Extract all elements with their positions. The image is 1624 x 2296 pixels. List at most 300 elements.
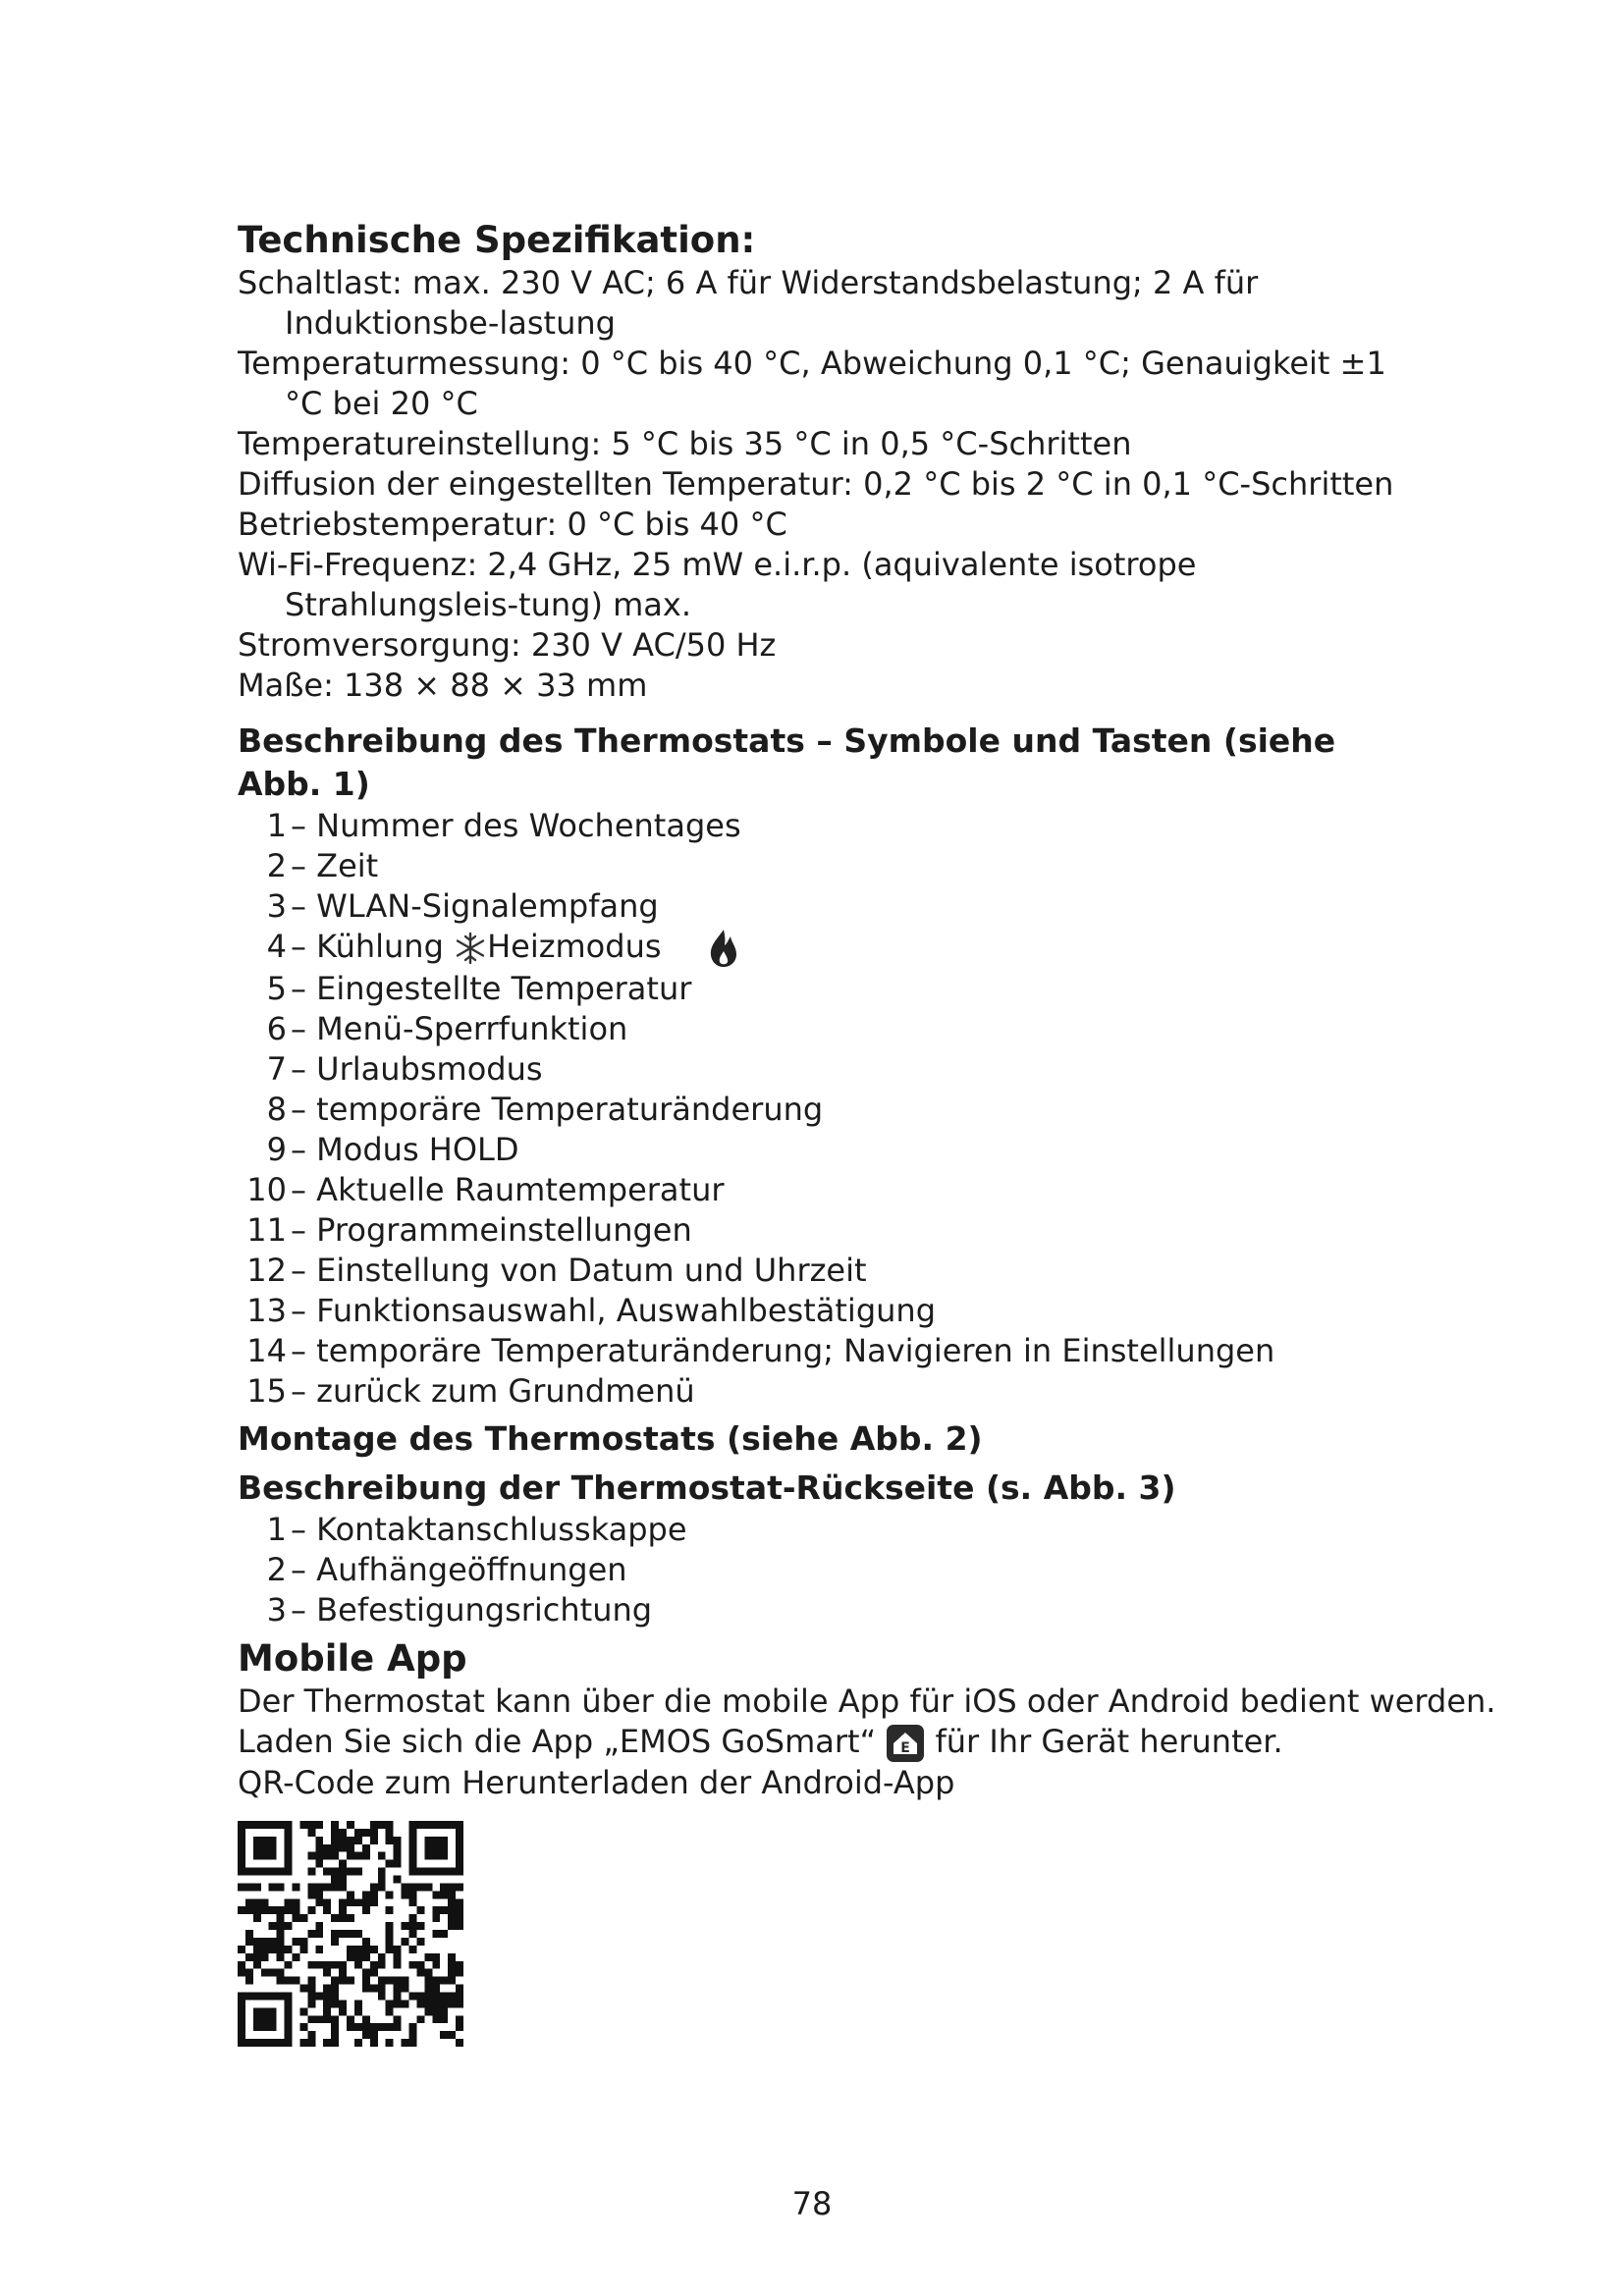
qr-module	[285, 1898, 293, 1906]
qr-module	[285, 1821, 293, 1829]
qr-module	[362, 2015, 370, 2023]
qr-module	[315, 2015, 323, 2023]
qr-module	[347, 1821, 354, 1829]
qr-module	[307, 1883, 315, 1891]
qr-module	[277, 1930, 285, 1938]
qr-module	[408, 1891, 416, 1898]
qr-module	[386, 1821, 394, 1829]
specs-list	[238, 263, 1416, 706]
qr-module	[331, 1837, 339, 1844]
qr-module	[440, 1821, 448, 1829]
qr-module	[416, 1883, 424, 1891]
qr-module	[370, 1829, 378, 1837]
app-download-line: Laden Sie sich die App „EMOS GoSmart“ E für Ihr Gerät herunter.	[238, 1722, 1416, 1763]
qr-module	[408, 1914, 416, 1922]
qr-module	[362, 1953, 370, 1961]
qr-module	[347, 1977, 354, 1985]
qr-module	[299, 1946, 307, 1953]
qr-module	[347, 1953, 354, 1961]
qr-module	[285, 1922, 293, 1930]
qr-module	[424, 2000, 432, 2007]
qr-module	[253, 2007, 261, 2015]
qr-module	[440, 1992, 448, 2000]
qr-module	[269, 1992, 277, 2000]
qr-module	[253, 1837, 261, 1844]
qr-module	[307, 1985, 315, 1993]
qr-module	[354, 1953, 362, 1961]
qr-module	[424, 1969, 432, 1977]
qr-module	[245, 1821, 253, 1829]
qr-module	[416, 1969, 424, 1977]
specs-title: Technische Spezifikation:	[238, 219, 756, 261]
qr-module	[354, 1898, 362, 1906]
spec-diffusion: Diffusion der eingestellten Temperatur: 0,2 °C bis 2 °C in 0,1 °C-Schritten	[238, 465, 1394, 503]
qr-module	[362, 1844, 370, 1852]
qr-module	[456, 1837, 463, 1844]
qr-module	[238, 2000, 245, 2007]
qr-module	[307, 1868, 315, 1876]
qr-module	[347, 1946, 354, 1953]
qr-module	[323, 2007, 331, 2015]
qr-module	[323, 1961, 331, 1969]
qr-module	[432, 1977, 440, 1985]
qr-module	[331, 1868, 339, 1876]
qr-module	[245, 1930, 253, 1938]
qr-module	[448, 1898, 456, 1906]
qr-module	[456, 1883, 463, 1891]
qr-module	[307, 1829, 315, 1837]
qr-module	[261, 1992, 269, 2000]
qr-module	[315, 1860, 323, 1868]
qr-module	[354, 2023, 362, 2031]
qr-module	[432, 1953, 440, 1961]
qr-module	[307, 1852, 315, 1860]
page-number: 78	[791, 2185, 833, 2222]
qr-module	[323, 1906, 331, 1914]
qr-module	[416, 1922, 424, 1930]
qr-module	[253, 1961, 261, 1969]
qr-module	[331, 1852, 339, 1860]
qr-module	[285, 2015, 293, 2023]
qr-module	[277, 1868, 285, 1876]
qr-module	[339, 1906, 347, 1914]
qr-module	[424, 1852, 432, 1860]
manual-page	[238, 218, 1496, 2047]
qr-module	[253, 1953, 261, 1961]
qr-module	[315, 1922, 323, 1930]
qr-module	[261, 1821, 269, 1829]
qr-module	[269, 1946, 277, 1953]
qr-module	[245, 1953, 253, 1961]
app-title: Mobile App	[238, 1637, 467, 1680]
qr-module	[331, 2031, 339, 2039]
qr-module	[293, 1953, 300, 1961]
qr-module	[269, 1844, 277, 1852]
list-item: 3 – Befestigungsrichtung	[266, 1591, 653, 1629]
qr-module	[440, 2007, 448, 2015]
qr-module	[323, 2039, 331, 2047]
qr-module	[416, 1961, 424, 1969]
list-item: 13 – Funktionsauswahl, Auswahlbestätigung	[246, 1292, 936, 1329]
qr-module	[408, 2031, 416, 2039]
list-item: 1 – Kontaktanschlusskappe	[266, 1511, 687, 1548]
qr-module	[299, 2023, 307, 2031]
qr-module	[370, 1883, 378, 1891]
qr-module	[432, 2007, 440, 2015]
qr-module	[370, 1969, 378, 1977]
qr-module	[448, 1891, 456, 1898]
qr-module	[347, 1930, 354, 1938]
qr-module	[261, 1938, 269, 1946]
qr-module	[394, 1985, 402, 1993]
qr-module	[331, 2015, 339, 2023]
qr-module	[432, 2000, 440, 2007]
qr-module	[285, 1961, 293, 1969]
qr-module	[432, 1992, 440, 2000]
qr-module	[238, 1868, 245, 1876]
qr-module	[331, 1985, 339, 1993]
qr-module	[238, 1969, 245, 1977]
qr-module	[285, 1946, 293, 1953]
qr-module	[354, 1930, 362, 1938]
qr-module	[323, 1883, 331, 1891]
qr-module	[331, 1938, 339, 1946]
qr-module	[456, 1860, 463, 1868]
qr-module	[440, 1837, 448, 1844]
qr-module	[245, 2039, 253, 2047]
qr-module	[416, 1821, 424, 1829]
qr-module	[245, 1992, 253, 2000]
qr-module	[269, 2015, 277, 2023]
qr-module	[253, 2015, 261, 2023]
qr-module	[440, 1930, 448, 1938]
qr-module	[448, 1977, 456, 1985]
qr-module	[253, 1821, 261, 1829]
qr-module	[386, 1906, 394, 1914]
qr-module	[238, 1860, 245, 1868]
qr-module	[261, 1906, 269, 1914]
qr-module	[448, 1992, 456, 2000]
qr-module	[307, 1992, 315, 2000]
qr-module	[238, 2031, 245, 2039]
qr-module	[424, 1844, 432, 1852]
qr-module	[448, 1906, 456, 1914]
qr-module	[386, 2000, 394, 2007]
qr-module	[261, 2023, 269, 2031]
qr-module	[448, 2000, 456, 2007]
list-item: 14 – temporäre Temperaturänderung; Navigieren in Einstellungen	[246, 1332, 1275, 1369]
flame-icon	[707, 928, 740, 969]
qr-module	[285, 1852, 293, 1860]
qr-module	[285, 2023, 293, 2031]
description-list	[238, 806, 1416, 1412]
qr-code	[238, 1821, 463, 2047]
qr-module	[394, 1860, 402, 1868]
qr-module	[238, 1992, 245, 2000]
qr-module	[424, 1868, 432, 1876]
qr-module	[448, 1922, 456, 1930]
qr-module	[448, 1868, 456, 1876]
qr-module	[253, 1844, 261, 1852]
qr-module	[394, 1837, 402, 1844]
qr-module	[408, 1860, 416, 1868]
qr-module	[408, 1946, 416, 1953]
list-item: 6 – Menü-Sperrfunktion	[266, 1010, 628, 1047]
qr-module	[408, 1883, 416, 1891]
qr-module	[315, 1961, 323, 1969]
qr-module	[323, 2000, 331, 2007]
qr-module	[253, 2023, 261, 2031]
qr-module	[394, 2000, 402, 2007]
qr-module	[339, 2000, 347, 2007]
qr-module	[253, 1906, 261, 1914]
qr-module	[402, 2000, 409, 2007]
qr-module	[245, 1898, 253, 1906]
qr-module	[339, 2007, 347, 2015]
qr-module	[416, 2015, 424, 2023]
qr-module	[448, 1914, 456, 1922]
qr-module	[432, 1837, 440, 1844]
qr-module	[378, 1961, 386, 1969]
qr-module	[432, 1961, 440, 1969]
qr-module	[331, 2023, 339, 2031]
qr-module	[440, 1844, 448, 1852]
qr-module	[323, 1969, 331, 1977]
qr-module	[269, 2039, 277, 2047]
qr-module	[339, 1829, 347, 1837]
qr-module	[277, 1821, 285, 1829]
qr-module	[378, 1953, 386, 1961]
qr-module	[394, 1844, 402, 1852]
qr-module	[354, 1852, 362, 1860]
qr-module	[238, 1946, 245, 1953]
qr-module	[378, 1821, 386, 1829]
qr-module	[370, 1898, 378, 1906]
qr-module	[402, 1883, 409, 1891]
qr-module	[331, 1844, 339, 1852]
qr-module	[402, 1922, 409, 1930]
qr-module	[408, 1930, 416, 1938]
qr-module	[261, 1946, 269, 1953]
qr-module	[269, 1969, 277, 1977]
qr-module	[354, 1961, 362, 1969]
qr-module	[269, 2007, 277, 2015]
qr-module	[245, 1969, 253, 1977]
qr-module	[261, 1969, 269, 1977]
qr-module	[261, 1868, 269, 1876]
qr-module	[253, 1914, 261, 1922]
qr-module	[386, 1891, 394, 1898]
qr-module	[424, 1821, 432, 1829]
qr-module	[299, 1914, 307, 1922]
qr-module	[456, 1992, 463, 2000]
qr-module	[362, 2031, 370, 2039]
qr-module	[269, 1922, 277, 1930]
qr-module	[285, 1829, 293, 1837]
qr-module	[440, 1906, 448, 1914]
qr-module	[456, 1844, 463, 1852]
list-item: 4 – Kühlung Heizmodus	[238, 927, 1416, 969]
qr-module	[339, 1844, 347, 1852]
qr-module	[448, 1883, 456, 1891]
qr-module	[277, 2039, 285, 2047]
mounting-title: Montage des Thermostats (siehe Abb. 2)	[238, 1419, 983, 1458]
qr-module	[362, 1977, 370, 1985]
qr-module	[331, 1914, 339, 1922]
qr-module	[238, 1837, 245, 1844]
qr-module	[261, 2015, 269, 2023]
qr-module	[362, 1906, 370, 1914]
qr-module	[440, 1891, 448, 1898]
qr-module	[456, 2000, 463, 2007]
qr-module	[347, 1852, 354, 1860]
qr-module	[339, 1837, 347, 1844]
qr-module	[253, 2039, 261, 2047]
qr-module	[277, 1969, 285, 1977]
qr-module	[339, 1860, 347, 1868]
qr-module	[238, 1883, 245, 1891]
qr-module	[339, 1898, 347, 1906]
qr-module	[432, 1985, 440, 1993]
qr-module	[432, 1930, 440, 1938]
qr-module	[440, 1883, 448, 1891]
spec-operating-temperature: Betriebstemperatur: 0 °C bis 40 °C	[238, 506, 787, 543]
qr-module	[386, 1930, 394, 1938]
qr-module	[440, 2015, 448, 2023]
qr-module	[307, 1821, 315, 1829]
qr-module	[354, 1868, 362, 1876]
qr-module	[362, 1946, 370, 1953]
qr-module	[339, 1883, 347, 1891]
qr-module	[238, 2039, 245, 2047]
qr-module	[238, 1961, 245, 1969]
list-item: 15 – zurück zum Grundmenü	[246, 1372, 695, 1410]
qr-module	[331, 1992, 339, 2000]
qr-module	[378, 1992, 386, 2000]
list-item: 2 – Aufhängeöffnungen	[266, 1551, 627, 1588]
qr-module	[261, 1898, 269, 1906]
qr-module	[238, 1852, 245, 1860]
qr-module	[432, 2015, 440, 2023]
qr-module	[370, 2031, 378, 2039]
qr-module	[339, 1876, 347, 1884]
qr-module	[315, 1930, 323, 1938]
qr-module	[323, 1898, 331, 1906]
qr-module	[354, 2007, 362, 2015]
qr-module	[315, 1837, 323, 1844]
qr-module	[432, 1852, 440, 1860]
spec-switching-load: Schaltlast: max. 230 V AC; 6 A für Widerstandsbelastung; 2 A für Induktionsbe-lastung	[238, 264, 1259, 342]
qr-module	[253, 1938, 261, 1946]
qr-module	[293, 1906, 300, 1914]
qr-module	[394, 1953, 402, 1961]
qr-module	[394, 1992, 402, 2000]
qr-module	[339, 1977, 347, 1985]
qr-module	[269, 1906, 277, 1914]
qr-module	[245, 1977, 253, 1985]
qr-module	[408, 1922, 416, 1930]
qr-module	[432, 1891, 440, 1898]
qr-module	[261, 2039, 269, 2047]
qr-module	[331, 1930, 339, 1938]
qr-module	[277, 1883, 285, 1891]
qr-module	[293, 1898, 300, 1906]
qr-module	[402, 1985, 409, 1993]
qr-module	[456, 1829, 463, 1837]
spec-dimensions: Maße: 138 × 88 × 33 mm	[238, 667, 648, 704]
qr-module	[331, 1829, 339, 1837]
qr-module	[402, 1891, 409, 1898]
qr-module	[402, 2039, 409, 2047]
qr-module	[299, 1985, 307, 1993]
qr-module	[285, 2039, 293, 2047]
qr-module	[323, 1992, 331, 2000]
qr-module	[315, 1852, 323, 1860]
qr-module	[394, 1876, 402, 1884]
qr-module	[440, 1852, 448, 1860]
qr-module	[448, 1821, 456, 1829]
qr-module	[315, 1844, 323, 1852]
qr-module	[440, 2000, 448, 2007]
qr-module	[456, 1914, 463, 1922]
qr-module	[238, 2023, 245, 2031]
qr-module	[386, 1922, 394, 1930]
qr-module	[253, 1898, 261, 1906]
qr-module	[394, 1852, 402, 1860]
qr-module	[347, 1837, 354, 1844]
list-item: 10 – Aktuelle Raumtemperatur	[246, 1171, 725, 1208]
qr-module	[269, 1821, 277, 1829]
qr-module	[238, 2007, 245, 2015]
qr-module	[285, 1837, 293, 1844]
qr-module	[331, 1961, 339, 1969]
qr-module	[386, 1946, 394, 1953]
qr-module	[378, 1985, 386, 1993]
qr-module	[277, 1914, 285, 1922]
qr-module	[347, 1914, 354, 1922]
qr-module	[408, 1837, 416, 1844]
qr-module	[440, 1977, 448, 1985]
qr-module	[394, 1946, 402, 1953]
qr-module	[269, 1837, 277, 1844]
qr-module	[331, 1821, 339, 1829]
qr-module	[416, 1906, 424, 1914]
qr-module	[448, 1961, 456, 1969]
qr-module	[323, 1985, 331, 1993]
qr-module	[238, 1906, 245, 1914]
qr-module	[315, 1883, 323, 1891]
qr-module	[315, 1891, 323, 1898]
list-item: 11 – Programmeinstellungen	[246, 1211, 692, 1249]
qr-module	[285, 1906, 293, 1914]
qr-module	[378, 1977, 386, 1985]
qr-module	[339, 1914, 347, 1922]
qr-module	[269, 1852, 277, 1860]
qr-module	[408, 1829, 416, 1837]
qr-module	[307, 1891, 315, 1898]
qr-module	[293, 1938, 300, 1946]
qr-module	[245, 1868, 253, 1876]
qr-module	[253, 1883, 261, 1891]
qr-module	[277, 1992, 285, 2000]
qr-module	[331, 2000, 339, 2007]
qr-module	[331, 2039, 339, 2047]
qr-module	[456, 1868, 463, 1876]
qr-module	[362, 1898, 370, 1906]
qr-module	[456, 1906, 463, 1914]
qr-module	[299, 1938, 307, 1946]
qr-module	[339, 1930, 347, 1938]
